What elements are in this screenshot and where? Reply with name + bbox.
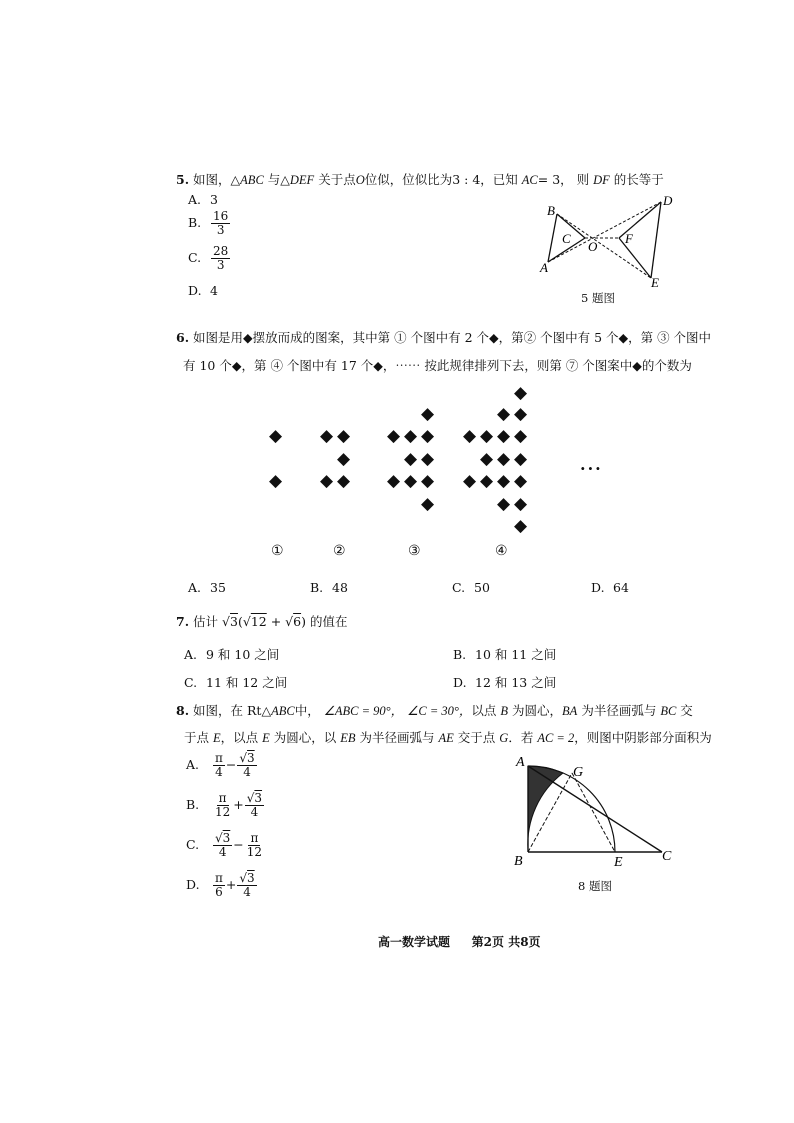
diamond-icon: ◆: [514, 404, 528, 424]
q8-figure-caption: 8 题图: [578, 879, 612, 893]
diamond-icon: ◆: [421, 449, 435, 469]
q8-point-b: B: [514, 854, 523, 869]
q8-text: 如图，在 Rt△: [193, 703, 272, 718]
option-label: A.: [186, 757, 200, 772]
option-label: C.: [188, 250, 202, 265]
fraction: [211, 245, 230, 272]
option-label: A.: [184, 647, 198, 662]
diamond-icon: ◆: [497, 494, 511, 514]
q8-text: ．若: [508, 730, 534, 745]
option-label: C.: [186, 837, 200, 852]
fraction: [213, 832, 232, 859]
q8-option-c[interactable]: [186, 832, 265, 859]
q5-def: DEF: [289, 173, 315, 187]
q5-abc: ABC: [240, 173, 264, 187]
fraction: [245, 792, 264, 819]
q8-text: 中，: [294, 703, 320, 718]
fraction: [245, 832, 264, 859]
diamond-icon: ◆: [463, 471, 477, 491]
q6-line2: 有 10 个◆，第 ④ 个图中有 17 个◆，⋯⋯ 按此规律排列下去，则第 ⑦ 个图案中◆的个数为: [183, 358, 692, 373]
option-value: 9 和 10 之间: [206, 647, 280, 662]
q6-option-c[interactable]: [452, 580, 490, 596]
operator: +: [233, 797, 244, 812]
q8-option-a[interactable]: [186, 752, 258, 779]
q5-point-a: A: [540, 260, 548, 275]
diamond-icon: ◆: [337, 449, 351, 469]
fraction: [237, 752, 256, 779]
fraction: [213, 752, 225, 779]
q8-text: 于点: [184, 730, 210, 745]
diamond-icon: ◆: [404, 449, 418, 469]
radicand: 3: [222, 831, 231, 845]
q8-option-b[interactable]: [186, 792, 265, 819]
option-label: D.: [188, 283, 202, 298]
diamond-icon: ◆: [514, 494, 528, 514]
option-label: C.: [452, 580, 466, 595]
q5-figure: [535, 190, 685, 290]
q5-stem-c: 关于点: [318, 172, 356, 187]
option-value: 12 和 13 之间: [475, 675, 557, 690]
q6-option-a[interactable]: [188, 580, 226, 596]
denominator: 12: [246, 845, 263, 859]
radicand: 3: [247, 871, 255, 885]
fraction: [211, 210, 230, 237]
fraction: [213, 792, 232, 819]
diamond-icon: ◆: [337, 426, 351, 446]
q8-eb: EB: [340, 731, 356, 745]
diamond-icon: ◆: [497, 449, 511, 469]
q8-ba: BA: [562, 704, 578, 718]
diamond-icon: ◆: [497, 471, 511, 491]
fraction: [237, 872, 256, 899]
q6-figure: [260, 385, 620, 565]
denominator: 4: [218, 845, 227, 859]
q8-text: 为圆心，: [512, 703, 563, 718]
operator: −: [225, 757, 237, 772]
q8-text: ，则图中阴影部分面积为: [574, 730, 712, 745]
q8-ac-eq: AC = 2: [537, 731, 575, 745]
diamond-icon: ◆: [269, 426, 283, 446]
diamond-icon: ◆: [514, 426, 528, 446]
q5-option-c[interactable]: [188, 245, 231, 272]
numerator: π: [214, 871, 223, 885]
diamond-icon: ◆: [387, 426, 401, 446]
q7-stem-b: 的值在: [309, 614, 348, 629]
q5-option-d[interactable]: [188, 283, 218, 299]
q5-number: 5.: [176, 172, 190, 187]
q5-stem-f: 的长等于: [613, 172, 664, 187]
option-label: B.: [310, 580, 324, 595]
q5-point-f: F: [625, 231, 633, 246]
diamond-icon: ◆: [514, 449, 528, 469]
denominator: 4: [250, 805, 259, 819]
option-label: D.: [591, 580, 605, 595]
diamond-icon: ◆: [320, 426, 334, 446]
q5-stem-e: = 3， 则: [537, 172, 590, 187]
denominator: 12: [214, 805, 231, 819]
q7-option-c[interactable]: [184, 675, 287, 691]
denominator: 4: [215, 765, 223, 779]
q6-option-d[interactable]: [591, 580, 629, 596]
diamond-icon: ◆: [497, 404, 511, 424]
q8-point-g: G: [573, 765, 584, 780]
option-value: 50: [474, 580, 490, 595]
denominator: 6: [215, 885, 223, 899]
option-value: 64: [613, 580, 629, 595]
operator: −: [233, 837, 244, 852]
option-label: C.: [184, 675, 198, 690]
denominator: 3: [216, 258, 225, 272]
fraction: [213, 872, 225, 899]
q6-figure-label-3: ③: [408, 543, 421, 559]
option-label: A.: [188, 580, 202, 595]
option-value: 3: [210, 192, 218, 207]
q8-text: 为半径画弧与: [359, 730, 435, 745]
option-label: A.: [188, 192, 202, 207]
option-label: B.: [186, 797, 200, 812]
q6-line1: [176, 330, 711, 346]
diamond-icon: ◆: [497, 426, 511, 446]
q6-figure-label-1: ①: [271, 543, 284, 559]
q5-point-o: O: [588, 239, 598, 254]
q8-angle-c: ∠C = 30°，: [407, 704, 472, 718]
diamond-icon: ◆: [421, 471, 435, 491]
diamond-icon: ◆: [404, 426, 418, 446]
q5-point-d: D: [663, 193, 673, 208]
q7-stem: [176, 614, 347, 630]
diamond-icon: ◆: [514, 383, 528, 403]
radicand: 3: [254, 791, 263, 805]
q5-stem-b: 与△: [267, 172, 290, 187]
q6-number: 6.: [176, 330, 190, 345]
q6-figure-label-2: ②: [333, 543, 346, 559]
denominator: 3: [216, 223, 225, 237]
diamond-icon: ◆: [514, 471, 528, 491]
q5-point-b: B: [547, 203, 555, 218]
numerator: √3: [246, 791, 263, 805]
q5-option-a[interactable]: [188, 192, 218, 208]
q5-ac: AC: [521, 173, 538, 187]
q8-bc: BC: [660, 704, 677, 718]
numerator: 28: [213, 244, 229, 258]
q8-abc: ABC: [271, 704, 295, 718]
q8-angle-abc: ∠ABC = 90°，: [323, 704, 404, 718]
q8-line1: [176, 703, 693, 719]
q8-text: 以点: [471, 703, 497, 718]
radicand-12: 12: [250, 614, 267, 629]
q8-text: ，以点: [220, 730, 259, 745]
radicand-3: 3: [230, 614, 238, 629]
q7-option-d[interactable]: [453, 675, 556, 691]
diamond-icon: ◆: [480, 471, 494, 491]
option-label: D.: [186, 877, 200, 892]
radicand-6: 6: [293, 614, 302, 629]
option-value: 4: [210, 283, 218, 298]
q5-df: DF: [593, 173, 610, 187]
q8-text: 交: [680, 703, 693, 718]
q7-option-b[interactable]: [453, 647, 556, 663]
numerator: π: [214, 751, 223, 765]
q5-point-e: E: [651, 275, 659, 290]
numerator: √3: [239, 751, 255, 765]
q8-option-d[interactable]: [186, 872, 258, 899]
option-value: 10 和 11 之间: [475, 647, 557, 662]
q8-point-e: E: [614, 855, 623, 870]
diamond-icon: ◆: [320, 471, 334, 491]
q8-text: 交于点: [457, 730, 496, 745]
q6-figure-label-4: ④: [495, 543, 508, 559]
denominator: 4: [243, 765, 251, 779]
diamond-icon: ◆: [421, 426, 435, 446]
q5-o: O: [355, 173, 365, 187]
diamond-icon: ◆: [421, 494, 435, 514]
q6-option-b[interactable]: [310, 580, 348, 596]
numerator: π: [250, 831, 259, 845]
q8-line2: [184, 730, 712, 746]
q8-point-c: C: [662, 849, 672, 864]
diamond-icon: ◆: [514, 516, 528, 536]
option-label: B.: [188, 215, 202, 230]
option-value: 11 和 12 之间: [206, 675, 288, 690]
q6-line1-text: 如图是用◆摆放而成的图案，其中第 ① 个图中有 2 个◆，第② 个图中有 5 个◆，第 ③ 个图中: [193, 330, 712, 345]
q7-stem-a: 估计: [193, 614, 219, 629]
q5-stem-d: 位似，位似比为3 : 4，已知: [364, 172, 518, 187]
q8-e: E: [213, 731, 221, 745]
q6-ellipsis: ···: [580, 459, 603, 478]
q8-g: G: [499, 731, 509, 745]
diamond-icon: ◆: [337, 471, 351, 491]
q8-point-a: A: [516, 755, 525, 770]
option-value: 35: [210, 580, 226, 595]
q5-point-c: C: [562, 231, 571, 246]
diamond-icon: ◆: [480, 449, 494, 469]
q7-expression: √3(√12 + √6): [222, 614, 306, 629]
diamond-icon: ◆: [269, 471, 283, 491]
option-label: D.: [453, 675, 467, 690]
diamond-icon: ◆: [404, 471, 418, 491]
q8-text: 为半径画弧与: [581, 703, 657, 718]
q5-stem: [176, 172, 664, 188]
diamond-icon: ◆: [463, 426, 477, 446]
page-footer: [378, 933, 541, 950]
footer-title: 高一数学试题: [378, 935, 451, 949]
q5-option-b[interactable]: [188, 210, 231, 237]
q5-figure-caption: 5 题图: [581, 291, 615, 305]
numerator: √3: [214, 831, 231, 845]
diamond-icon: ◆: [421, 404, 435, 424]
footer-page: 第2页 共8页: [471, 935, 541, 949]
q8-number: 8.: [176, 703, 190, 718]
option-value: 48: [332, 580, 348, 595]
numerator: 16: [213, 209, 229, 223]
q5-stem-a: 如图，△: [193, 172, 241, 187]
radicand: 3: [247, 751, 255, 765]
numerator: √3: [239, 871, 255, 885]
diamond-icon: ◆: [480, 426, 494, 446]
option-label: B.: [453, 647, 467, 662]
numerator: π: [218, 791, 227, 805]
q7-number: 7.: [176, 614, 190, 629]
diamond-icon: ◆: [387, 471, 401, 491]
q8-b: B: [500, 704, 509, 718]
q8-text: 为圆心，以: [273, 730, 337, 745]
q8-ae: AE: [438, 731, 454, 745]
q8-e: E: [262, 731, 270, 745]
q7-option-a[interactable]: [184, 647, 279, 663]
q8-figure: [510, 752, 690, 872]
denominator: 4: [243, 885, 251, 899]
operator: +: [225, 877, 237, 892]
